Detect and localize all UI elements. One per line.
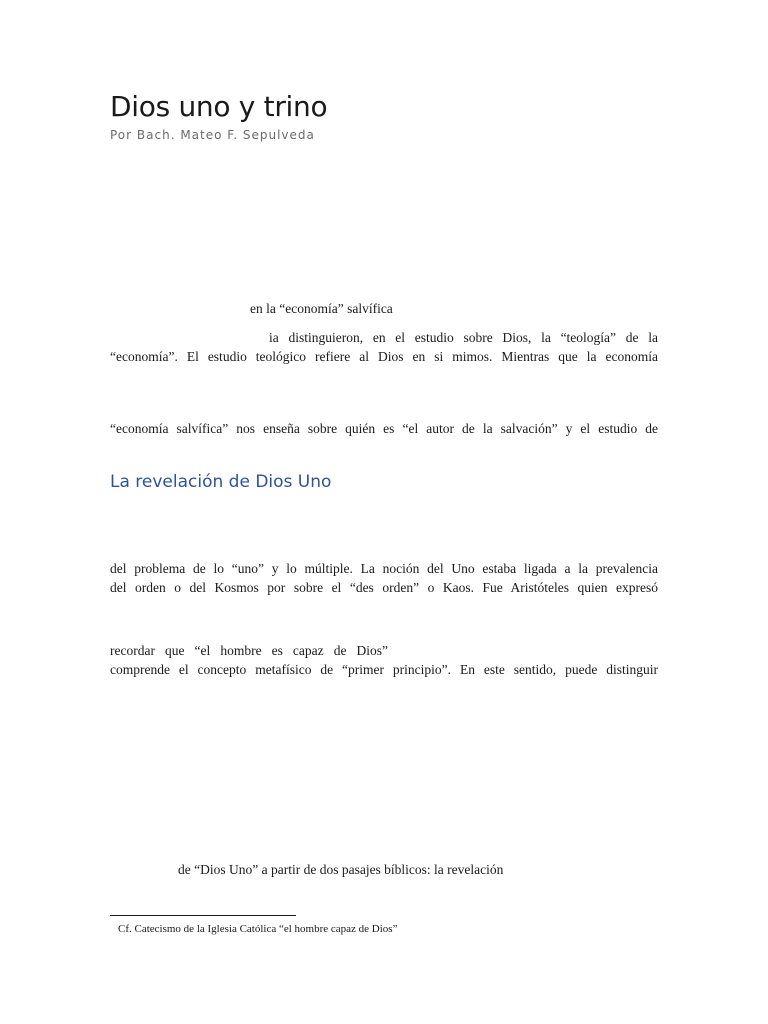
document-title: Dios uno y trino [110, 90, 328, 123]
paragraph-line: “economía”. El estudio teológico refiere al Dios en si mimos. Mientras que la economía [110, 349, 658, 364]
paragraph-line: del problema de lo “uno” y lo múltiple. La noción del Uno estaba ligada a la prevalencia [110, 561, 658, 576]
paragraph-line: del orden o del Kosmos por sobre el “des orden” o Kaos. Fue Aristóteles quien expresó [110, 580, 658, 595]
footnote: Cf. Catecismo de la Iglesia Católica “el hombre capaz de Dios” [118, 923, 398, 935]
paragraph-line: “economía salvífica” nos enseña sobre quién es “el autor de la salvación” y el estudio de [110, 421, 658, 436]
section-heading: La revelación de Dios Uno [110, 472, 332, 492]
paragraph-line: de “Dios Uno” a partir de dos pasajes bíblicos: la revelación [178, 862, 504, 877]
footnote-separator [110, 915, 296, 916]
paragraph-line: comprende el concepto metafísico de “primer principio”. En este sentido, puede distinguir [110, 662, 658, 677]
author-line: Por Bach. Mateo F. Sepulveda [110, 128, 315, 142]
paragraph-line: en la “economía” salvífica [250, 301, 393, 316]
paragraph-line: recordar que “el hombre es capaz de Dios” [110, 643, 388, 658]
paragraph-line: ia distinguieron, en el estudio sobre Dios, la “teología” de la [269, 330, 658, 345]
